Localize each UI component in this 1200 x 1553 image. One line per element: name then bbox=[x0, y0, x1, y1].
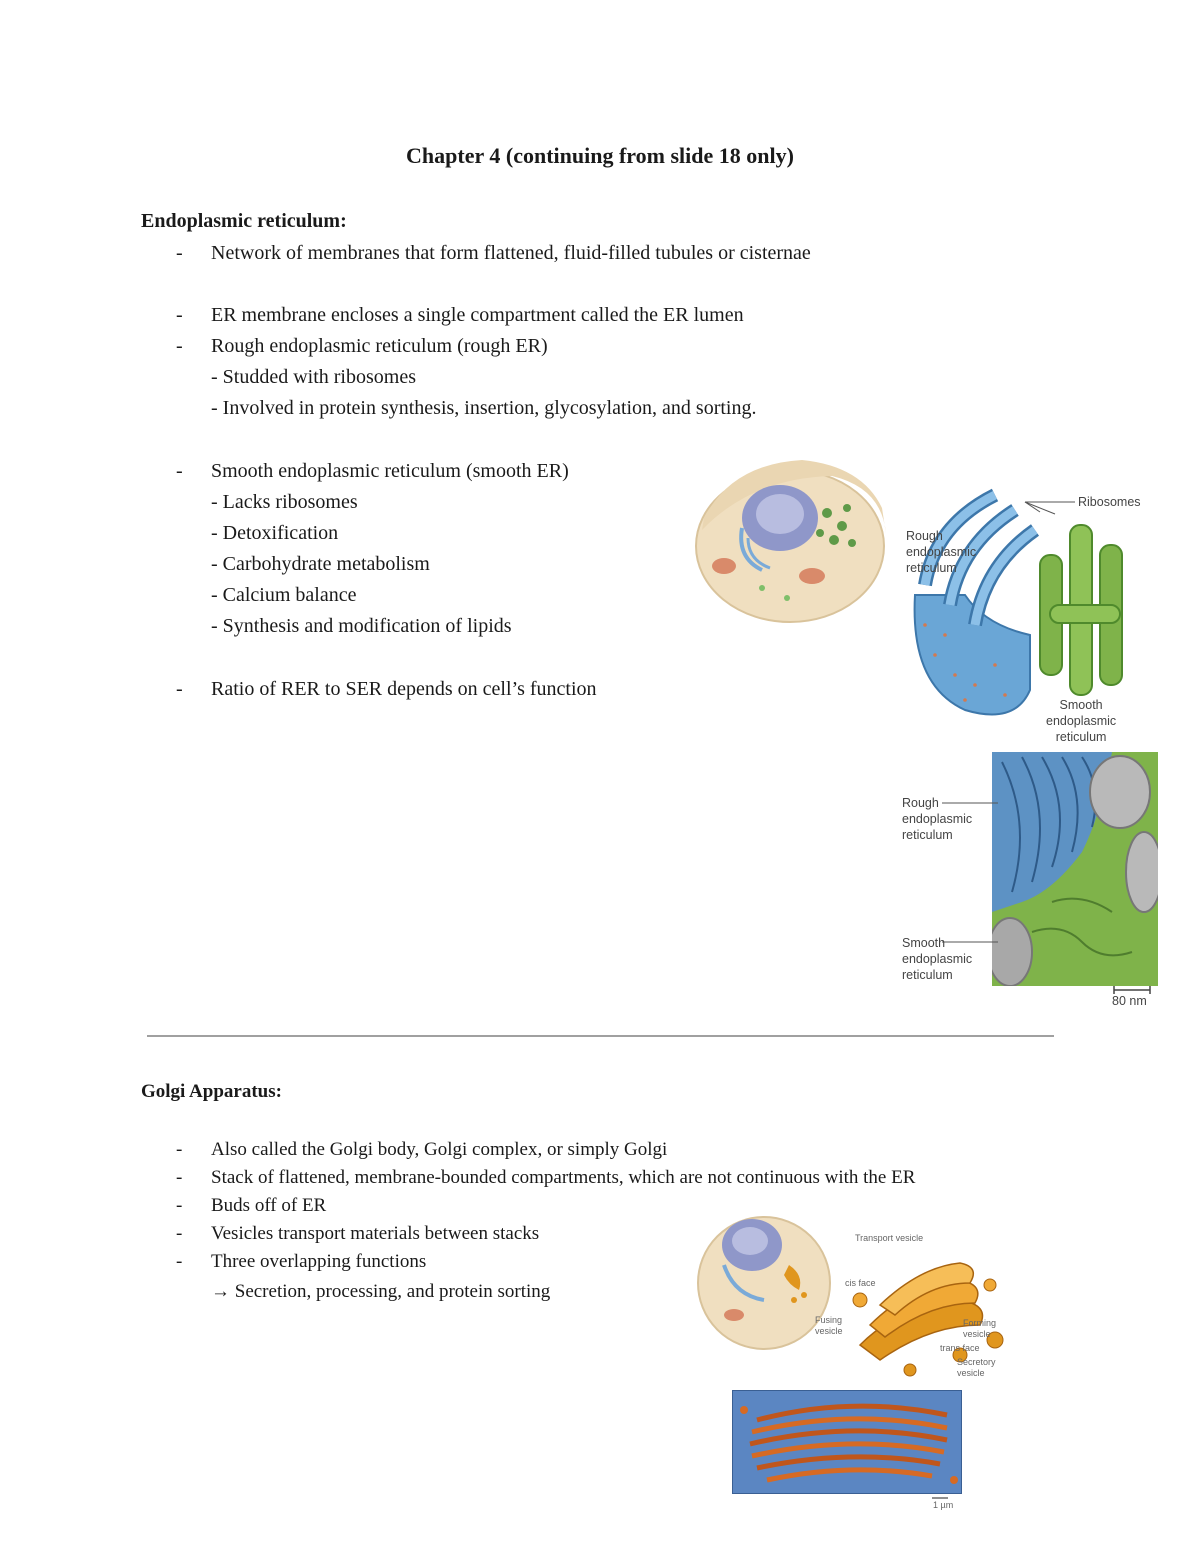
golgi-bullet: - Three overlapping functions bbox=[176, 1251, 427, 1272]
golgi-bullet: - Stack of flattened, membrane-bounded compartments, which are not continuous with the ER bbox=[176, 1167, 916, 1188]
er-bullet: - Ratio of RER to SER depends on cell’s function bbox=[176, 678, 597, 700]
section-divider bbox=[147, 1035, 1054, 1037]
secretory-vesicle-label: Secretory vesicle bbox=[957, 1357, 996, 1378]
er-bullet: - ER membrane encloses a single compartment called the ER lumen bbox=[176, 304, 744, 326]
er-heading: Endoplasmic reticulum: bbox=[141, 210, 347, 232]
golgi-bullet: - Also called the Golgi body, Golgi complex, or simply Golgi bbox=[176, 1139, 668, 1160]
ribosome-pointer bbox=[950, 490, 1080, 520]
fusing-vesicle-label: Fusing vesicle bbox=[815, 1315, 843, 1336]
golgi-cell-illustration bbox=[694, 1205, 834, 1355]
smooth-er-subitem: - Calcium balance bbox=[211, 584, 357, 606]
micrograph-smooth-label: Smooth endoplasmic reticulum bbox=[902, 936, 973, 982]
smooth-er-tubules bbox=[1030, 515, 1135, 705]
rough-er-subitem: - Involved in protein synthesis, insertion, glycosylation, and sorting. bbox=[211, 397, 757, 419]
er-bullet: - Rough endoplasmic reticulum (rough ER) bbox=[176, 335, 548, 357]
er-bullet: - Smooth endoplasmic reticulum (smooth ER) bbox=[176, 460, 569, 482]
golgi-heading: Golgi Apparatus: bbox=[141, 1081, 282, 1102]
trans-face-label: trans face bbox=[940, 1343, 980, 1353]
ribosomes-label: Ribosomes bbox=[1078, 495, 1141, 509]
smooth-er-subitem: - Lacks ribosomes bbox=[211, 491, 358, 513]
cell-illustration bbox=[692, 448, 892, 630]
forming-vesicle-label: Forming vesicle bbox=[963, 1318, 997, 1339]
smooth-er-subitem: - Detoxification bbox=[211, 522, 339, 544]
golgi-bullet: - Buds off of ER bbox=[176, 1195, 327, 1216]
er-micrograph bbox=[992, 752, 1158, 986]
page-title: Chapter 4 (continuing from slide 18 only) bbox=[406, 143, 794, 168]
transport-vesicle-label: Transport vesicle bbox=[855, 1233, 924, 1243]
cis-face-label: cis face bbox=[845, 1278, 876, 1288]
smooth-er-subitem: - Carbohydrate metabolism bbox=[211, 553, 430, 575]
golgi-subitem: → Secretion, processing, and protein sorting bbox=[211, 1281, 551, 1302]
golgi-micrograph bbox=[732, 1390, 962, 1494]
golgi-scale-label: 1 µm bbox=[933, 1500, 954, 1510]
rough-er-label: Rough endoplasmic reticulum bbox=[906, 529, 977, 575]
scale-label: 80 nm bbox=[1112, 994, 1147, 1008]
smooth-er-label: Smooth endoplasmic reticulum bbox=[1046, 698, 1117, 744]
er-structure-diagram bbox=[905, 485, 1045, 720]
smooth-er-subitem: - Synthesis and modification of lipids bbox=[211, 615, 512, 637]
er-bullet: - Network of membranes that form flattened, fluid-filled tubules or cisternae bbox=[176, 242, 811, 264]
rough-er-subitem: - Studded with ribosomes bbox=[211, 366, 416, 388]
golgi-bullet: - Vesicles transport materials between stacks bbox=[176, 1223, 540, 1244]
micrograph-rough-label: Rough endoplasmic reticulum bbox=[902, 796, 973, 842]
